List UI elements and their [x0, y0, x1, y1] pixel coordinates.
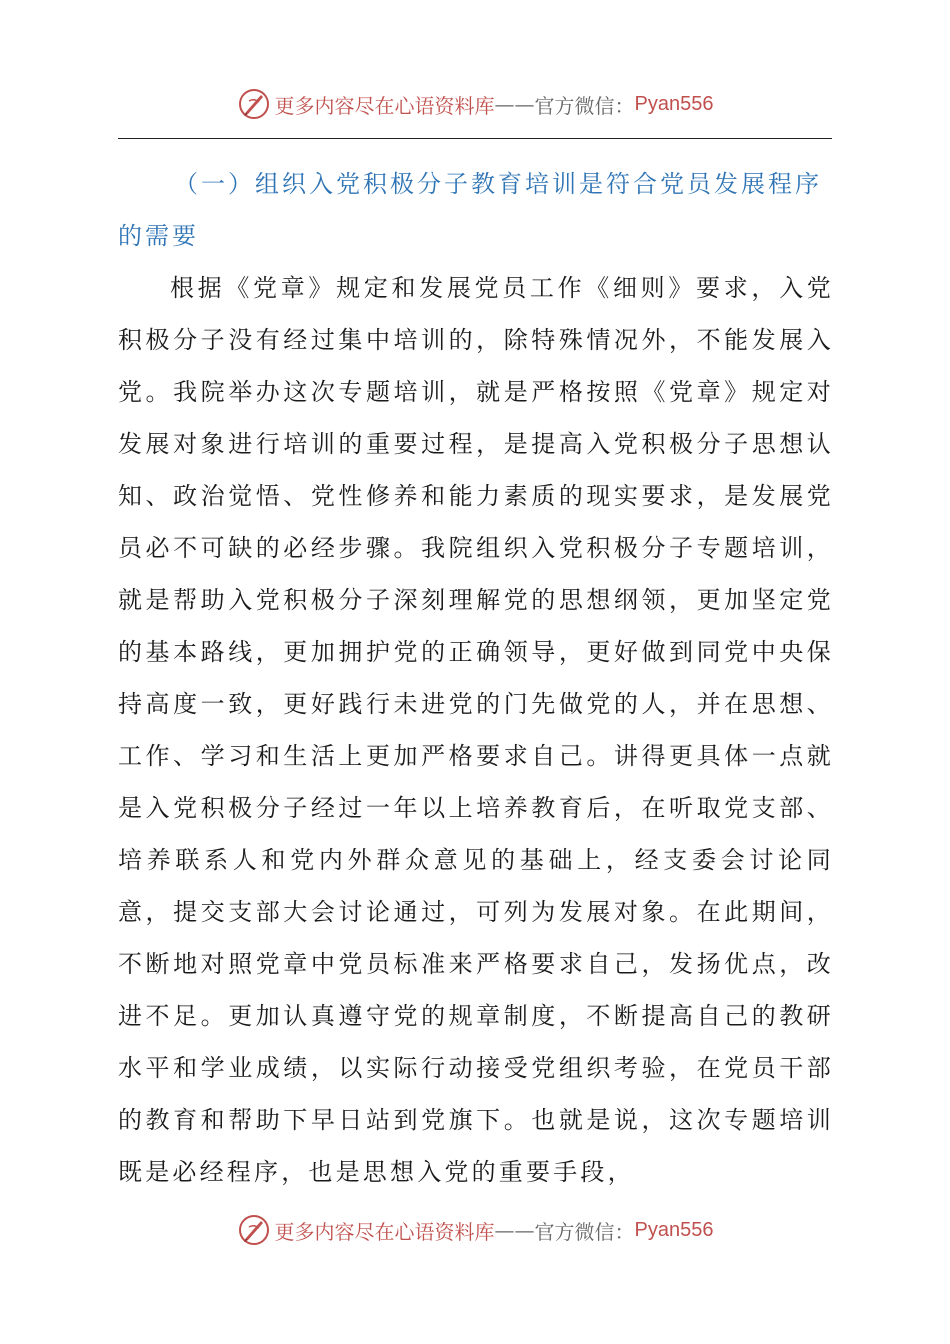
body-paragraph: 根据《党章》规定和发展党员工作《细则》要求，入党积极分子没有经过集中培训的，除特殊情况外，不能发展入党。我院举办这次专题培训，就是严格按照《党章》规定对发展对象进行培训的重要过程，是提高入党积极分子思想认知、政治觉悟、党性修养和能力素质的现实要求，是发展党员必不可缺的必经步骤。我院组织入党积极分子专题培训，就是帮助入党积极分子深刻理解党的思想纲领，更加坚定党的基本路线，更加拥护党的正确领导，更好做到同党中央保持高度一致，更好践行未进党的门先做党的人，并在思想、工作、学习和生活上更加严格要求自己。讲得更具体一点就是入党积极分子经过一年以上培养教育后，在听取党支部、培养联系人和党内外群众意见的基础上，经支委会讨论同意，提交支部大会讨论通过，可列为发展对象。在此期间，不断地对照党章中党员标准来严格要求自己，发扬优点，改进不足。更加认真遵守党的规章制度，不断提高自己的教研水平和学业成绩，以实际行动接受党组织考验，在党员干部的教育和帮助下早日站到党旗下。也就是说，这次专题培训既是必经程序，也是思想入党的重要手段，	[118, 274, 834, 1186]
banner-dash: ——	[494, 1218, 535, 1242]
quill-pen-logo-icon	[237, 1213, 271, 1247]
banner-official-label: 官方微信：	[534, 93, 635, 118]
banner-official-label: 官方微信：	[534, 1219, 635, 1244]
section-heading: （一）组织入党积极分子教育培训是符合党员发展程序的需要	[118, 170, 822, 250]
banner-site-name: 更多内容尽在心语资料库	[274, 93, 495, 118]
header-divider	[118, 138, 832, 139]
banner-wechat-id: Pyan556	[634, 92, 714, 115]
header-banner	[0, 84, 950, 124]
banner-wechat-id: Pyan556	[634, 1218, 714, 1241]
banner-dash: ——	[494, 92, 535, 116]
footer-banner	[0, 1210, 950, 1250]
banner-site-name: 更多内容尽在心语资料库	[274, 1219, 495, 1244]
quill-pen-logo-icon	[237, 87, 271, 121]
